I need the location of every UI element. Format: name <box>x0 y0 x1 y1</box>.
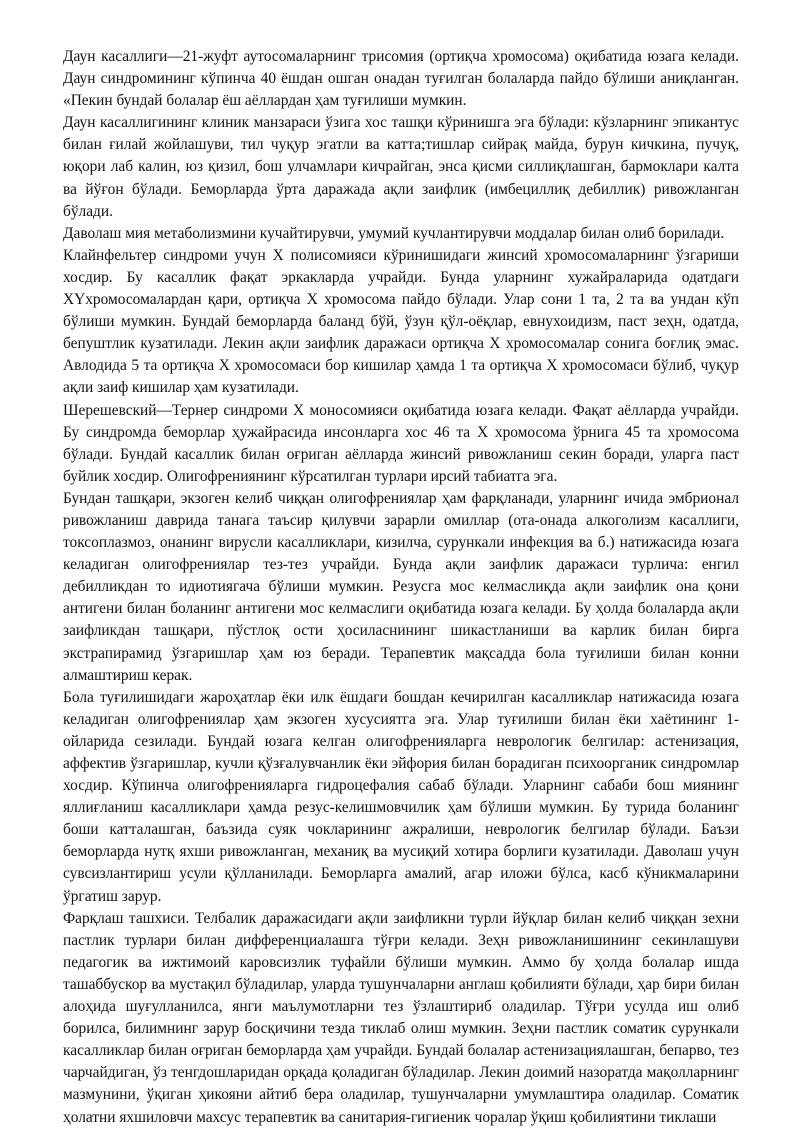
paragraph-exogenous-oligophrenia: Бундан ташқари, экзоген келиб чиққан олигофрениялар ҳам фарқланади, уларнинг ичида эмбрионал ривожланиш даврида танага таъсир қилувчи зарарли омиллар (ота-онада алкоголизм касаллиги, токсоплазмоз, онанинг вирусли касалликлари, кизилча, сурункали инфекция ва б.) натижасида юзага келадиган олигофрениялар тез-тез учрайди. Бунда ақли заифлик даражаси турлича: енгил дебилликдан то идиотиягача бўлиши мумкин. Резусга мос келмаслиқда ақли заифлик она қони антигени билан боланинг антигени мос келмаслиги оқибатида юзага келади. Бу ҳолда болаларда ақли заифликдан ташқари, пўстлоқ ости ҳосиласнининг шикастланиши ва карлик билан бирга экстрапирамид ўзгаришлар ҳам юз беради. Терапевтик мақсадда бола туғилиши билан конни алмаштириш керак. <box>63 489 739 684</box>
paragraph-differential-diagnosis: Фарқлаш ташхиси. Телбалик даражасидаги ақли заифликни турли йўқлар билан келиб чиққан зехни пастлик турлари билан дифференциалашга тўғри келади. Зеҳн ривожланишининг секинлашуви педагогик ва ижтимоий каровсизлик туфайли бўлиши мумкин. Аммо бу ҳолда болалар ишда ташаббускор ва мустақил бўладилар, уларда тушунчаларни англаш қобилияти бўлади, ҳар бири билан алоҳида шуғулланилса, янги маълумотларни тез ўзлаштириб оладилар. Тўғри усулда иш олиб борилса, билимнинг зарур босқичини тезда тиклаб олиш мумкин. Зеҳни пастлик соматик сурункали касалликлар билан оғриган беморларда ҳам учрайди. Бундай болалар астенизациялашган, бепарво, тез чарчайдиган, ўз тенгдошларидан орқада қоладиган бўладилар. Лекин доимий назоратда мақолларнинг мазмунини, ўқиган ҳикояни айтиб бера оладилар, тушунчаларни умумлаштира оладилар. Соматик ҳолатни яхшиловчи махсус терапевтик ва санитария-гигиеник чоралар ўқиш қобилиятини тиклаши <box>63 909 739 1126</box>
paragraph-down-syndrome-cause: Даун касаллиги—21-жуфт аутосомаларнинг трисомия (ортиқча хромосома) оқибатида юзага келади. Даун синдромининг кўпинча 40 ёшдан ошган онадан туғилган болаларда пайдо бўлиши аниқланган. «Пекин бундай болалар ёш аёллардан ҳам туғилиши мумкин. <box>63 48 739 110</box>
paragraph-klinefelter: Клайнфельтер синдроми учун X полисомияси кўринишидаги жинсий хромосомаларнинг ўзгариши хосдир. Бу касаллик фақат эркакларда учрайди. Бунда уларнинг хужайраларида одатдаги XYхромосомалардан қари, ортиқча X хромосома пайдо бўлади. Улар сони 1 та, 2 та ва ундан кўп бўлиши мумкин. Бундай беморларда баланд бўй, ўзун қўл-оёқлар, евнухоидизм, паст зеҳн, одатда, бепуштлик кузатилади. Лекин ақли заифлик даражаси ортиқча X хромосомалар сонига боғлиқ эмас. Авлодида 5 та ортиқча X хромосомаси бор кишилар ҳамда 1 та ортиқча X хромосомаси бўлиб, чуқур ақли заиф кишилар ҳам кузатилади. <box>63 246 739 397</box>
document-page <box>63 46 739 1129</box>
paragraph-turner: Шерешевский—Тернер синдроми X моносомияси оқибатида юзага келади. Фақат аёлларда учрайди. Бу синдромда беморлар ҳужайрасида инсонларга хос 46 та X хромосома ўрнига 45 та хромосома бўлади. Бундай касаллик билан оғриган аёлларда жинсий ривожланиш секин боради, уларга паст буйлик хосдир. Олигофрениянинг кўрсатилган турлари ирсий табиатга эга. <box>63 401 739 485</box>
paragraph-birth-trauma: Бола туғилишидаги жароҳатлар ёки илк ёшдаги бошдан кечирилган касалликлар натижасида юзага келадиган олигофрениялар ҳам экзоген хусусиятга эга. Улар туғилиши билан ёки хаётининг 1-ойларида сезилади. Бундай юзага келган олигофренияларга неврологик белгилар: астенизация, аффектив ўзгаришлар, кучли қўзғалувчанлик ёки эйфория билан борадиган психоорганик синдромлар хосдир. Кўпинча олигофренияларга гидроцефалия сабаб бўлади. Уларнинг сабаби бош миянинг яллиғланиш касалликлари ҳамда резус-келишмовчилик ҳам бўлиши мумкин. Бу турида боланинг боши катталашган, баъзида суяк чокларининг ажралиши, неврологик белгилар бўлади. Баъзи беморларда нутқ яхши ривожланган, механиқ ва мусиқий хотира борлиги кузатилади. Даволаш учун сувсизлантириш усули қўлланилади. Беморларга амалий, агар иложи бўлса, касб кўникмаларини ўргатиш зарур. <box>63 688 739 905</box>
paragraph-treatment: Даволаш мия метаболизмини кучайтирувчи, умумий кучлантирувчи моддалар билан олиб борилади. <box>63 224 725 242</box>
paragraph-down-syndrome-clinical: Даун касаллигининг клиник манзараси ўзига хос ташқи кўринишга эга бўлади: кўзларнинг эпикантус билан ғилай жойлашуви, тил чуқур эгатли ва катта;тишлар сийрақ майда, бурун кичкина, пучуқ, юқори лаб калин, юз қизил, бош улчамлари кичрайган, энса қисми силлиқлашган, бармоклари калта ва йўғон бўлади. Беморларда ўрта даражада ақли заифлик (имбециллиқ дебиллик) ривожланган бўлади. <box>63 114 739 220</box>
